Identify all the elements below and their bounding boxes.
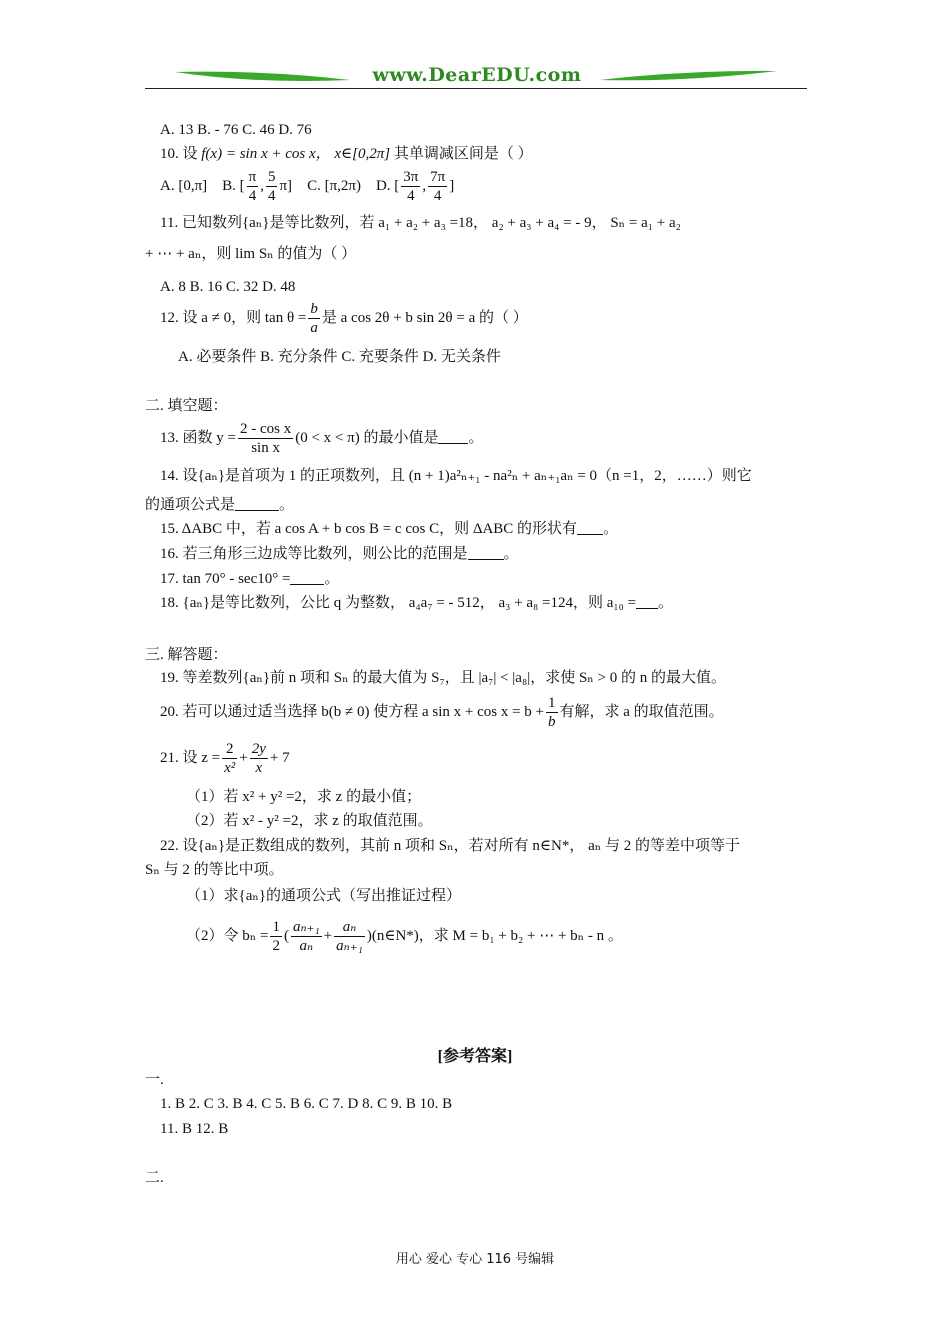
q18-answer-blank (636, 594, 658, 609)
answer-row-1: 1. B 2. C 3. B 4. C 5. B 6. C 7. D 8. C 9. B 10. B (160, 1096, 453, 1112)
q13-fraction: $\frac{\text{2 - cos x}}{\text{sin x}}$ (239, 421, 292, 457)
q12-fraction: $\frac{b}{a}$ (310, 301, 318, 337)
q21-fraction-2: $\frac{2y}{x}$ (251, 741, 266, 777)
question-15: 15. ΔABC 中，若 a cos A + b cos B = c cos C，则 ΔABC 的形状有 。 (160, 521, 619, 537)
section3-title: 三. 解答题： (145, 647, 228, 663)
q16-answer-blank (468, 545, 504, 560)
answer-title: [参考答案] (437, 1048, 513, 1065)
answer-section2-label: 二. (145, 1170, 164, 1186)
q11-options: A. 8 B. 16 C. 32 D. 48 (160, 279, 296, 295)
q21-sub2: （2）若 x² - y² =2，求 z 的取值范围。 (186, 813, 433, 829)
answer-row-2: 11. B 12. B (160, 1121, 229, 1137)
q22-fraction-2: $\frac{\text{aₙ}}{\text{aₙ₊₁}}$ (336, 919, 363, 955)
q17-answer-blank (290, 570, 324, 585)
q22-sub2: （2）令 bₙ = $\frac{1}{2}$ ( $\frac{\text{aₙ₊₁}}{\text{aₙ}}$ + $\frac{\text{aₙ}}{\text{aₙ₊₁}}$ )(n∈N*)，求 M = b₁ + b₂ + ⋯ + bₙ - n 。 (186, 919, 623, 955)
q10-option-c: C. [π,2π) (307, 178, 361, 194)
question-17: 17. tan 70° - sec10° = 。 (160, 571, 340, 587)
page-footer: 用心 爱心 专心 116 号编辑 (395, 1252, 555, 1267)
q14-answer-blank (235, 496, 279, 511)
q10-option-a: A. [0,π] (160, 178, 208, 194)
question-21: 21. 设 z = $\frac{2}{\text{x²}}$ + $\frac{2y}{x}$ + 7 (160, 741, 290, 777)
q10-tail: 其单调减区间是（ ） (393, 146, 533, 162)
q12-options: A. 必要条件 B. 充分条件 C. 充要条件 D. 无关条件 (178, 349, 501, 365)
header-rule (145, 88, 807, 89)
q15-answer-blank (577, 520, 603, 535)
q12-pre: 12. 设 a ≠ 0，则 tan θ = (160, 310, 307, 326)
q21-fraction-1: $\frac{2}{\text{x²}}$ (224, 741, 236, 777)
site-logo-text: www.DearEDU.com (372, 64, 582, 86)
question-12 (160, 298, 528, 338)
q22-sub1: （1）求{aₙ}的通项公式（写出推证过程） (186, 888, 462, 904)
q11-line2: + ⋯ + aₙ，则 lim Sₙ 的值为（ ） (145, 246, 357, 262)
q22-fraction-1: $\frac{\text{aₙ₊₁}}{\text{aₙ}}$ (292, 919, 320, 955)
q10-expression: f(x) = sin x + cos x， x∈[0,2π] (201, 146, 391, 162)
q21-sub1: （1）若 x² + y² =2，求 z 的最小值； (186, 789, 422, 805)
answer-section1-label: 一. (145, 1072, 164, 1088)
question-13: 13. 函数 y = $\frac{\text{2 - cos x}}{\text{sin x}}$ (0 < x < π) 的最小值是 。 (160, 421, 484, 457)
q14-line1: 14. 设{aₙ}是首项为 1 的正项数列，且 (n + 1)a²ₙ₊₁ - na²ₙ + aₙ₊₁aₙ = 0（n =1，2，……）则它 (160, 468, 752, 484)
q10-option-b: B. [ $\frac{\pi}{4}$ , $\frac{5}{4}$ π] (222, 169, 293, 205)
question-10 (160, 144, 533, 164)
section2-title: 二. 填空题： (145, 398, 228, 414)
q13-answer-blank (438, 429, 468, 444)
q9-options: A. 13 B. - 76 C. 46 D. 76 (160, 122, 312, 138)
page-header (145, 62, 807, 92)
q20-fraction: $\frac{1}{b}$ (548, 695, 556, 731)
q22-half: $\frac{1}{2}$ (272, 919, 280, 955)
q11-line1: 11. 已知数列{aₙ}是等比数列，若 a₁ + a₂ + a₃ =18， a₂ + a₃ + a₄ = - 9， Sₙ = a₁ + a₂ (160, 215, 681, 231)
q22-line2: Sₙ 与 2 的等比中项。 (145, 862, 284, 878)
question-16: 16. 若三角形三边成等比数列，则公比的范围是 。 (160, 546, 519, 562)
q10-option-d: D. [ $\frac{3\pi}{4}$ , $\frac{7\pi}{4}$ ] (375, 169, 455, 205)
question-18: 18. {aₙ}是等比数列，公比 q 为整数， a₄a₇ = - 512， a₃ + a₈ =124，则 a₁₀ = 。 (160, 595, 674, 611)
q22-line1: 22. 设{aₙ}是正数组成的数列，其前 n 项和 Sₙ，若对所有 n∈N*， aₙ 与 2 的等差中项等于 (160, 838, 740, 854)
question-20: 20. 若可以通过适当选择 b(b ≠ 0) 使方程 a sin x + cos x = b + $\frac{1}{b}$ 有解，求 a 的取值范围。 (160, 695, 724, 731)
q14-line2: 的通项公式是 。 (145, 497, 295, 513)
q10-number: 10. 设 (160, 146, 198, 162)
question-19: 19. 等差数列{aₙ}前 n 项和 Sₙ 的最大值为 S₇，且 |a₇| < |a₈|，求使 Sₙ > 0 的 n 的最大值。 (160, 670, 726, 686)
q12-post: 是 a cos 2θ + b sin 2θ = a 的（ ） (321, 310, 528, 326)
q10-options (160, 166, 454, 206)
